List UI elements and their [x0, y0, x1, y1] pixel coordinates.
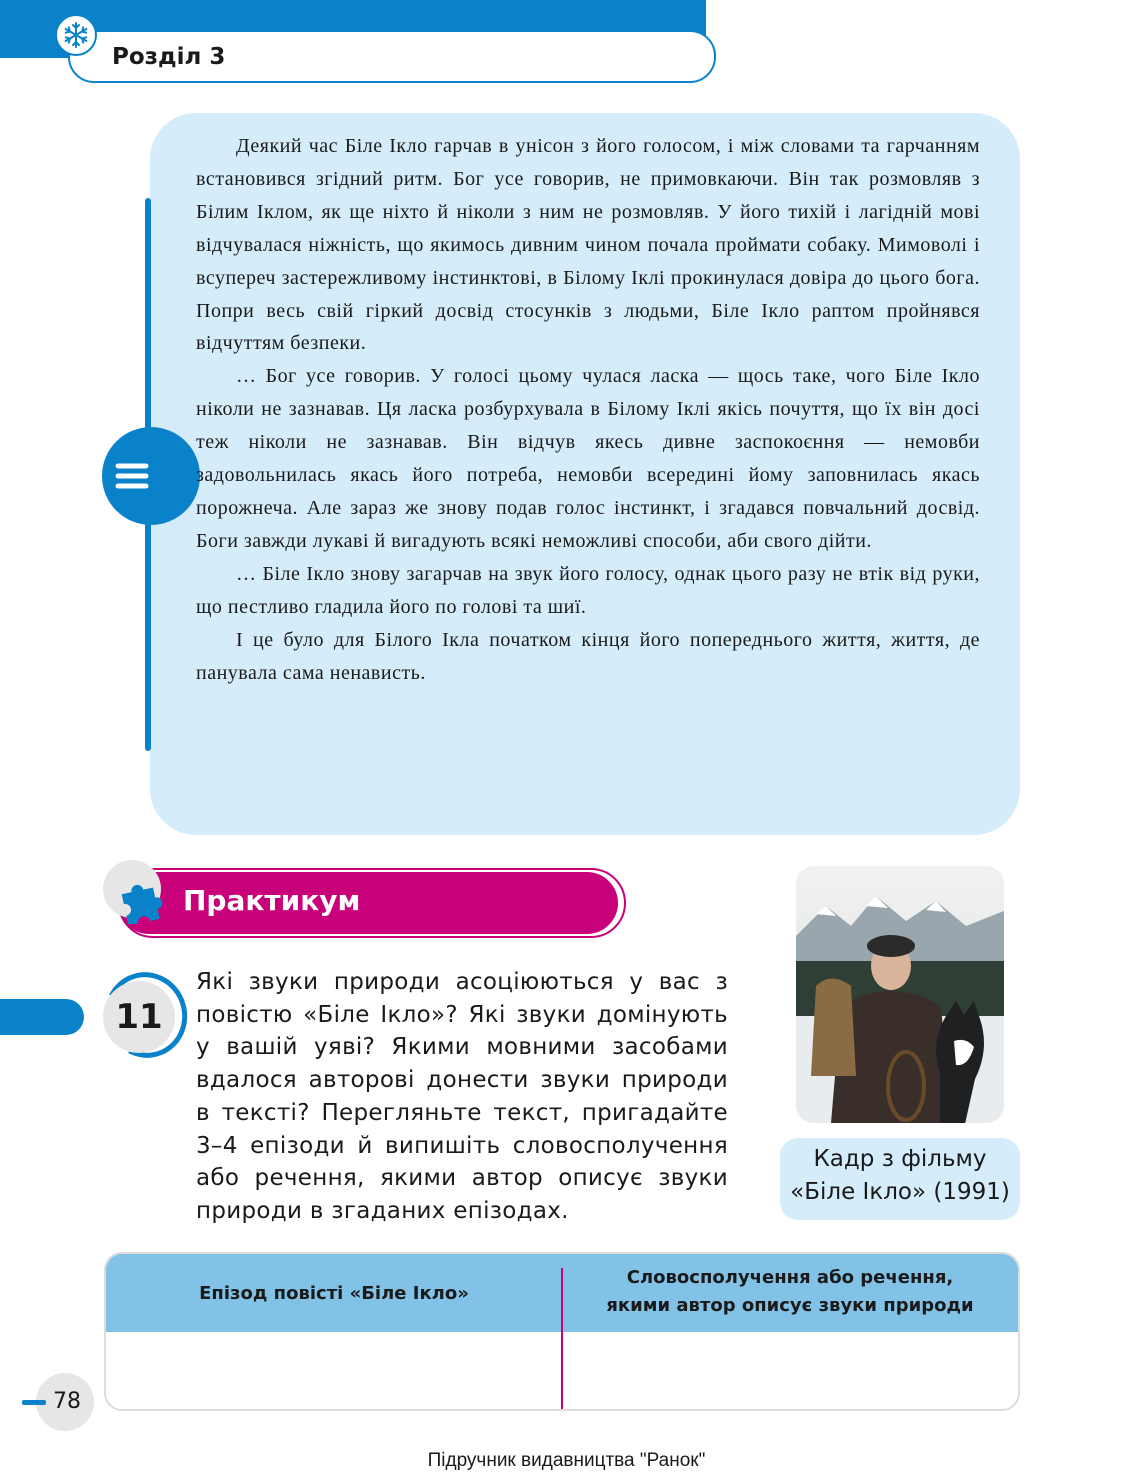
caption-line-2: «Біле Ікло» (1991): [790, 1179, 1010, 1205]
table-cell-episode[interactable]: [106, 1332, 561, 1411]
reading-paragraph-2: … Бог усе говорив. У голосі цьому чулася ласка — щось таке, чого Біле Ікло ніколи не зазнавав. Ця ласка розбурхувала в Білому Іклі якісь почуття, що їх він досі теж ніколи не зазнавав. Він відчув якесь дивне заспокоєння — немовби задовольнилась якась його потреба, немовби всередині йому заповнилась якась порожнеча. Але зараз же знову подав голос інстинкт, і згадався повчальний досвід. Боги завжди лукаві й вигадують всякі неможливі способи, аби свого дійти.: [196, 365, 980, 552]
table-header-phrases-line-1: Словосполучення або речення,: [626, 1267, 954, 1288]
page-number: 78: [53, 1389, 81, 1414]
text-lines-icon: [102, 427, 200, 525]
snowflake-icon: [55, 14, 97, 56]
task-number-badge: [103, 981, 175, 1053]
film-still-image: [796, 866, 1004, 1123]
task-tab: [0, 999, 84, 1035]
section-title: Розділ 3: [112, 44, 226, 70]
table-cell-phrases[interactable]: [563, 1332, 1018, 1411]
page-number-dash: [22, 1400, 46, 1405]
table-header-phrases: [562, 1264, 1018, 1320]
caption-line-1: Кадр з фільму: [813, 1146, 987, 1172]
answer-table: [104, 1252, 1020, 1411]
task-text: Які звуки природи асоціюються у вас з повістю «Біле Ікло»? Які звуки домінують у вашій уяві? Якими мовними засобами вдалося авторові донести звуки природи в тексті? Перегляньте текст, пригадайте 3–4 епізоди й випишіть словосполучення або речення, якими автор описує звуки природи в згаданих епізодах.: [196, 969, 728, 1224]
table-header-episode: Епізод повісті «Біле Ікло»: [199, 1282, 469, 1304]
practicum-title: Практикум: [183, 884, 361, 917]
puzzle-icon: [118, 878, 168, 928]
table-header-phrases-line-2: якими автор описує звуки природи: [606, 1295, 974, 1316]
reading-paragraph-1: Деякий час Біле Ікло гарчав в унісон з його голосом, і між словами та гарчанням встановився згідний ритм. Бог усе говорив, не примовкаючи. Він так розмовляв з Білим Іклом, як ще ніхто й ніколи з ним не розмовляв. У його тихій і лагідній мові відчувалася ніжність, що якимось дивним чином почала проймати собаку. Мимоволі і всупереч застережливому інстинктові, в Білому Іклі прокинулася довіра до цього бога. Попри весь свій гіркий досвід стосунків з людьми, Біле Ікло раптом пройнявся відчуттям безпеки.: [196, 135, 980, 355]
reading-text: [196, 130, 980, 689]
photo-caption: [780, 1143, 1020, 1209]
publisher-note: Підручник видавництва "Ранок": [427, 1450, 706, 1471]
reading-paragraph-3: … Біле Ікло знову загарчав на звук його голосу, однак цього разу не втік від руки, що пестливо гладила його по голові та шиї.: [196, 562, 980, 618]
task-number: 11: [115, 997, 163, 1037]
reading-paragraph-4: І це було для Білого Ікла початком кінця його попереднього життя, життя, де панувала сама ненависть.: [196, 628, 980, 684]
